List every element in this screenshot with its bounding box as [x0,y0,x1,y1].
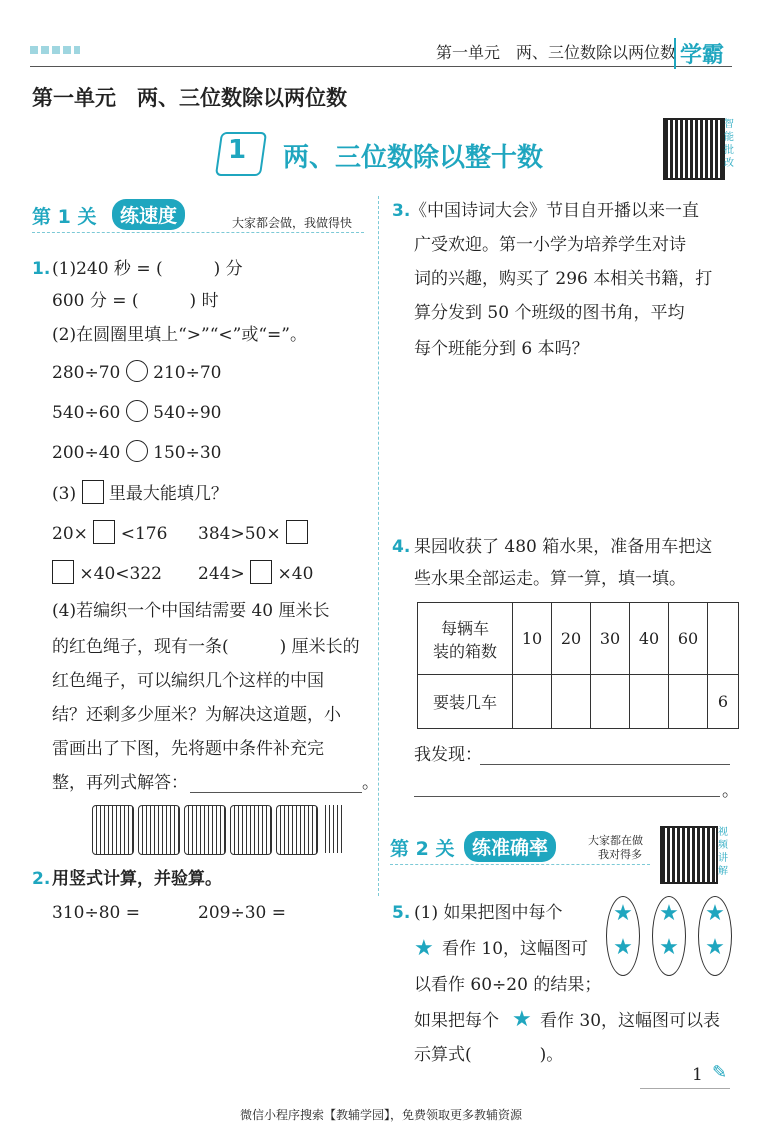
answer-line[interactable] [414,796,720,797]
q1-number: 1. [32,259,51,279]
qr-code [663,118,725,180]
q5-line: 示算式( )。 [414,1045,564,1065]
compare-row: 540÷60 540÷90 [52,400,221,424]
table-cell[interactable] [669,675,708,729]
section2-label: 第 2 关 [390,838,455,860]
q2-number: 2. [32,869,51,889]
section1-label: 第 1 关 [32,206,97,228]
q1-part3: (3) 里最大能填几？ [52,480,228,505]
qr-side-label: 视频讲解 [718,827,728,877]
table-header: 要装几车 [418,675,513,729]
q5-line: 看作 30，这幅图可以表 [540,1011,721,1031]
q1-part4-line: 雷画出了下图，先将题中条件补充完 [52,739,324,759]
table-cell: 60 [669,603,708,675]
table-cell[interactable] [552,675,591,729]
answer-line[interactable] [190,792,362,793]
q4-line: 果园收获了 480 箱水果，准备用车把这 [414,537,713,557]
section2-rule [390,864,650,865]
box-expr: ×40<322 [52,560,162,585]
q5-line: 看作 10，这幅图可 [442,939,589,959]
q1-part4-line: 结？还剩多少厘米？为解决这道题，小 [52,705,341,725]
table-cell[interactable] [513,675,552,729]
q3-line: 词的兴趣，购买了 296 本相关书籍，打 [414,269,713,289]
lesson-number: 1 [228,135,247,165]
star-group: ★ ★ [698,896,732,976]
section1-name: 练速度 [112,199,185,230]
table-header: 每辆车 装的箱数 [418,603,513,675]
lesson-title: 两、三位数除以整十数 [283,143,544,173]
q5-number: 5. [392,903,411,923]
q5-line: (1) 如果把图中每个 [414,903,563,923]
answer-box[interactable] [82,480,104,504]
q5-line: 以看作 60÷20 的结果； [414,975,602,995]
q1-part4-line: 红色绳子，可以编织几个这样的中国 [52,671,324,691]
star-group: ★ ★ [606,896,640,976]
star-group: ★ ★ [652,896,686,976]
section1-rule [32,232,364,233]
answer-line[interactable] [480,764,730,765]
compare-row: 200÷40 150÷30 [52,440,221,464]
table-cell[interactable] [630,675,669,729]
footer-rule [640,1088,730,1089]
brand-logo: 学霸 [674,38,724,69]
q1-part4-end: 。 [362,773,379,793]
q3-line: 《中国诗词大会》节目自开播以来一直 [410,201,699,221]
q4-number: 4. [392,537,411,557]
q4-line: 些水果全部运走。算一算，填一填。 [414,569,686,589]
q2-text: 用竖式计算，并验算。 [52,869,222,889]
q3-line: 算分发到 50 个班级的图书角，平均 [414,303,685,323]
q2-expr: 209÷30 = [198,903,286,923]
running-title: 第一单元 两、三位数除以两位数 [436,43,677,62]
answer-box[interactable] [286,520,308,544]
table-cell: 10 [513,603,552,675]
header-deco [30,46,80,54]
q1-part2: (2)在圆圈里填上“>”“<”或“=”。 [52,325,307,345]
table-cell [708,603,739,675]
q2-expr: 310÷80 = [52,903,140,923]
section2-slogan: 我对得多 [598,848,642,861]
table-cell[interactable] [591,675,630,729]
rope-diagram [92,805,344,855]
q3-line: 广受欢迎。第一小学为培养学生对诗 [414,235,686,255]
q3-number: 3. [392,201,411,221]
q1-part1b: 600 分 = ( ) 时 [52,291,219,311]
discover-label: 我发现： [414,745,482,765]
qr-side-label: 智能批改 [724,119,734,169]
compare-circle[interactable] [126,440,148,462]
compare-circle[interactable] [126,400,148,422]
compare-row: 280÷70 210÷70 [52,360,221,384]
compare-circle[interactable] [126,360,148,382]
q1-part4-line: (4)若编织一个中国结需要 40 厘米长 [52,601,330,621]
star-icon: ★ [512,1007,532,1032]
table-cell: 6 [708,675,739,729]
discover-end: 。 [722,781,739,801]
star-icon: ★ [414,936,434,961]
q1-part4-line: 的红色绳子，现有一条( ) 厘米长的 [52,637,360,657]
q3-line: 每个班能分到 6 本吗？ [414,339,589,359]
section2-slogan: 大家都在做 [588,834,643,847]
pencil-icon: ✎ [712,1062,728,1083]
q1-part4-line: 整，再列式解答： [52,773,188,793]
page-number: 1 [692,1065,703,1085]
answer-box[interactable] [93,520,115,544]
table-cell: 40 [630,603,669,675]
box-expr: 244> ×40 [198,560,313,585]
answer-box[interactable] [52,560,74,584]
table-cell: 20 [552,603,591,675]
q5-line: 如果把每个 [414,1011,499,1031]
header-rule [30,66,732,67]
box-expr: 384>50× [198,520,308,545]
section2-name: 练准确率 [464,831,556,862]
fruit-table [417,602,739,729]
q1-part1a: (1)240 秒 = ( ) 分 [52,259,243,279]
qr-code [660,826,718,884]
answer-box[interactable] [250,560,272,584]
box-expr: 20× <176 [52,520,167,545]
section1-slogan: 大家都会做，我做得快 [232,216,353,230]
table-cell: 30 [591,603,630,675]
unit-title: 第一单元 两、三位数除以两位数 [32,86,347,110]
footer-text: 微信小程序搜索【教辅学园】，免费领取更多教辅资源 [240,1108,523,1122]
